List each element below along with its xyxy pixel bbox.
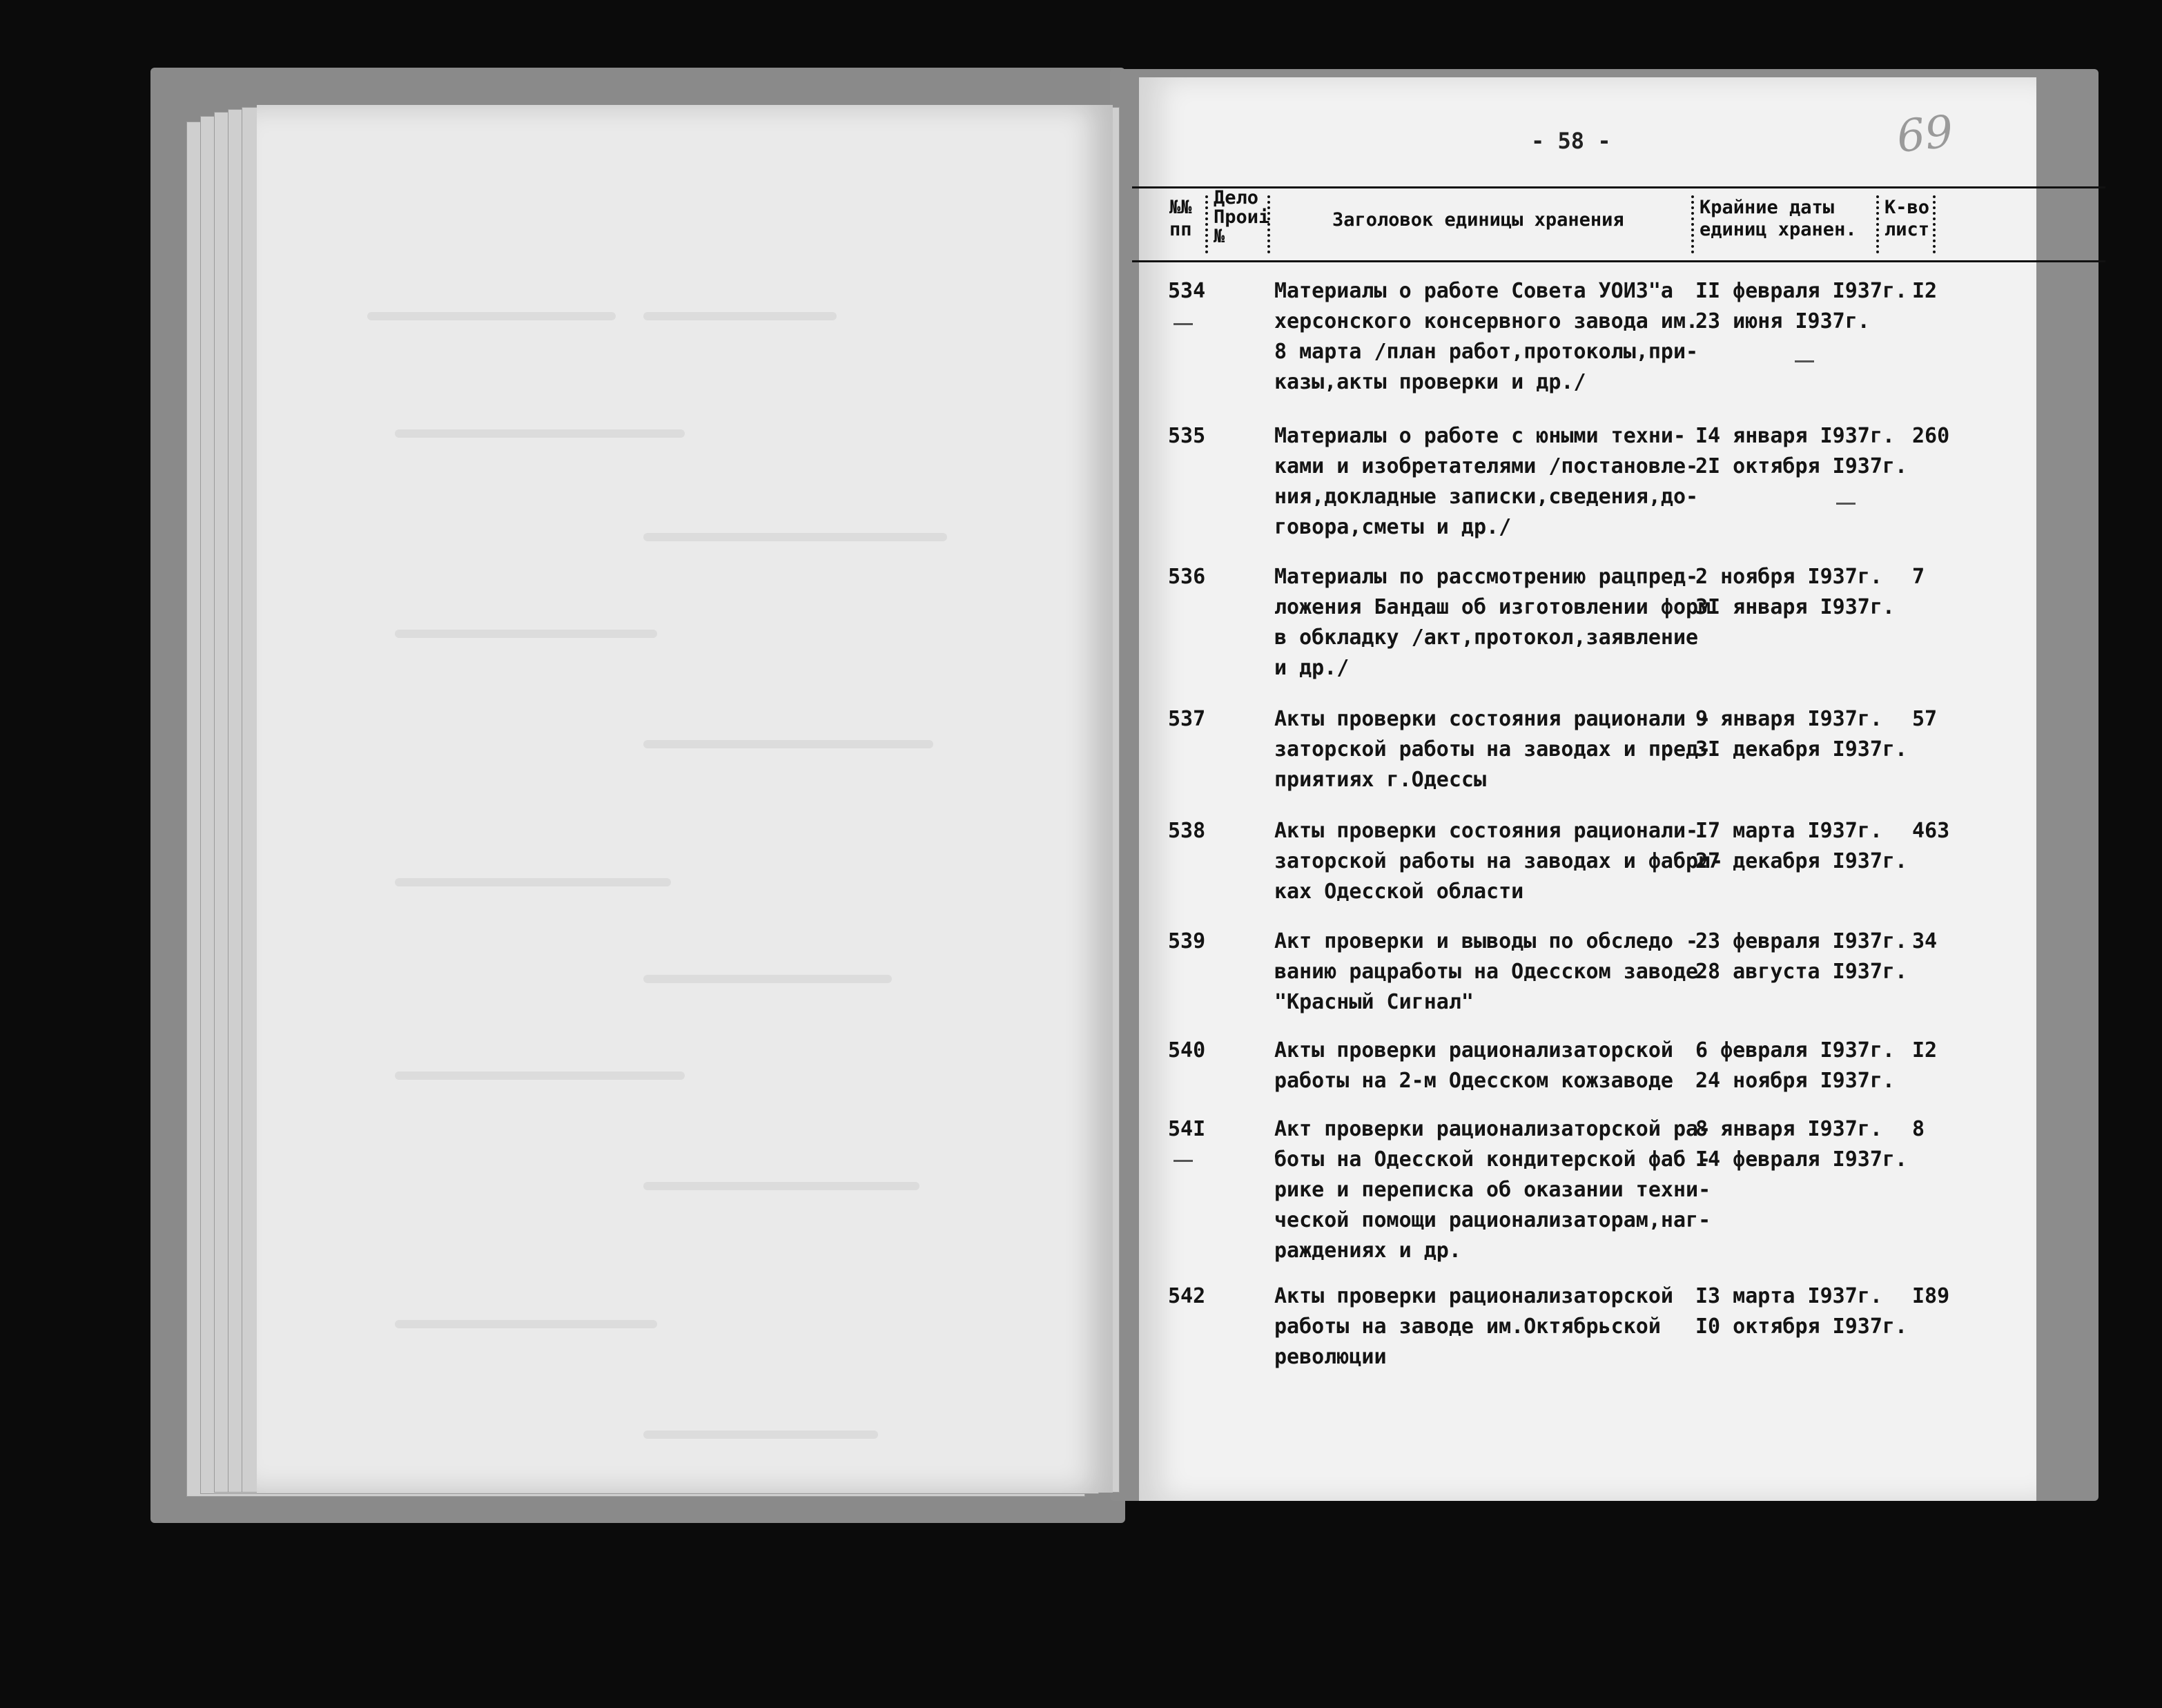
row-title: Материалы о работе Совета УОИЗ"а херсонского консервного завода им. 8 марта /план работ,протоколы,при- казы,акты проверки и др./ [1274,279,1699,394]
row-number: 538 [1168,819,1206,843]
row-dates: II февраля I937г. 23 июня I937г. [1695,279,1908,333]
header-dates: Крайние даты единиц хранен. [1700,197,1857,240]
row-count: 34 [1912,929,1938,953]
row-count: 260 [1912,424,1950,448]
row-count: I2 [1912,279,1938,303]
row-title: Материалы о работе с юными техни- ками и изобретателями /постановле- ния,докладные записки,сведения,до- говора,сметы и др./ [1274,424,1699,539]
header-number: №№ пп [1169,197,1192,240]
row-title: Материалы по рассмотрению рацпред- ложения Бандаш об изготовлении форм в обкладку /акт,протокол,заявление и др./ [1274,565,1711,680]
row-number: 54I [1168,1117,1206,1141]
row-dates: 9 января I937г. 3I декабря I937г. [1695,707,1908,761]
row-number: 540 [1168,1038,1206,1062]
folio-number: 69 [1894,106,1956,164]
pencil-tick [1173,1160,1193,1162]
header-case: Дело Проиі № [1214,187,1270,247]
row-number: 539 [1168,929,1206,953]
row-number: 534 [1168,279,1206,303]
row-dates: I3 марта I937г. I0 октября I937г. [1695,1284,1908,1339]
row-dates: 2 ноября I937г. 3I января I937г. [1695,565,1895,619]
row-number: 537 [1168,707,1206,731]
row-dates: I4 января I937г. 2I октября I937г. [1695,424,1908,478]
header-title: Заголовок единицы хранения [1332,209,1624,231]
row-title: Акт проверки рационализаторской ра- боты на Одесской кондитерской фаб - рике и переписка об оказании техни- ческой помощи рационализаторам,наг- раждениях и др. [1274,1117,1711,1263]
row-title: Акты проверки рационализаторской работы на заводе им.Октябрьской революции [1274,1284,1673,1369]
table-header [1132,186,2105,262]
row-count: 7 [1912,565,1925,589]
row-dates: 6 февраля I937г. 24 ноября I937г. [1695,1038,1895,1093]
row-count: 57 [1912,707,1938,731]
row-dates: 23 февраля I937г. 28 августа I937г. [1695,929,1908,984]
pencil-tick [1795,360,1814,362]
row-title: Акты проверки состояния рационали- заторской работы на заводах и фабри- ках Одесской области [1274,819,1724,904]
row-dates: I7 марта I937г. 27 декабря I937г. [1695,819,1908,873]
pencil-tick [1173,323,1193,325]
row-count: 8 [1912,1117,1925,1141]
row-count: I89 [1912,1284,1950,1308]
row-dates: 8 января I937г. I4 февраля I937г. [1695,1117,1908,1172]
header-count: К-во лист [1885,197,1930,240]
pencil-tick [1836,503,1856,505]
row-number: 542 [1168,1284,1206,1308]
row-title: Акты проверки состояния рационали - заторской работы на заводах и пред- приятиях г.Одессы [1274,707,1711,792]
row-title: Акт проверки и выводы по обследо - ванию рацработы на Одесском заводе "Красный Сигнал" [1274,929,1699,1014]
page-number: - 58 - [1531,128,1611,154]
left-page [257,105,1113,1493]
row-count: 463 [1912,819,1950,843]
row-number: 535 [1168,424,1206,448]
row-count: I2 [1912,1038,1938,1062]
row-title: Акты проверки рационализаторской работы на 2-м Одесском кожзаводе [1274,1038,1673,1093]
row-number: 536 [1168,565,1206,589]
